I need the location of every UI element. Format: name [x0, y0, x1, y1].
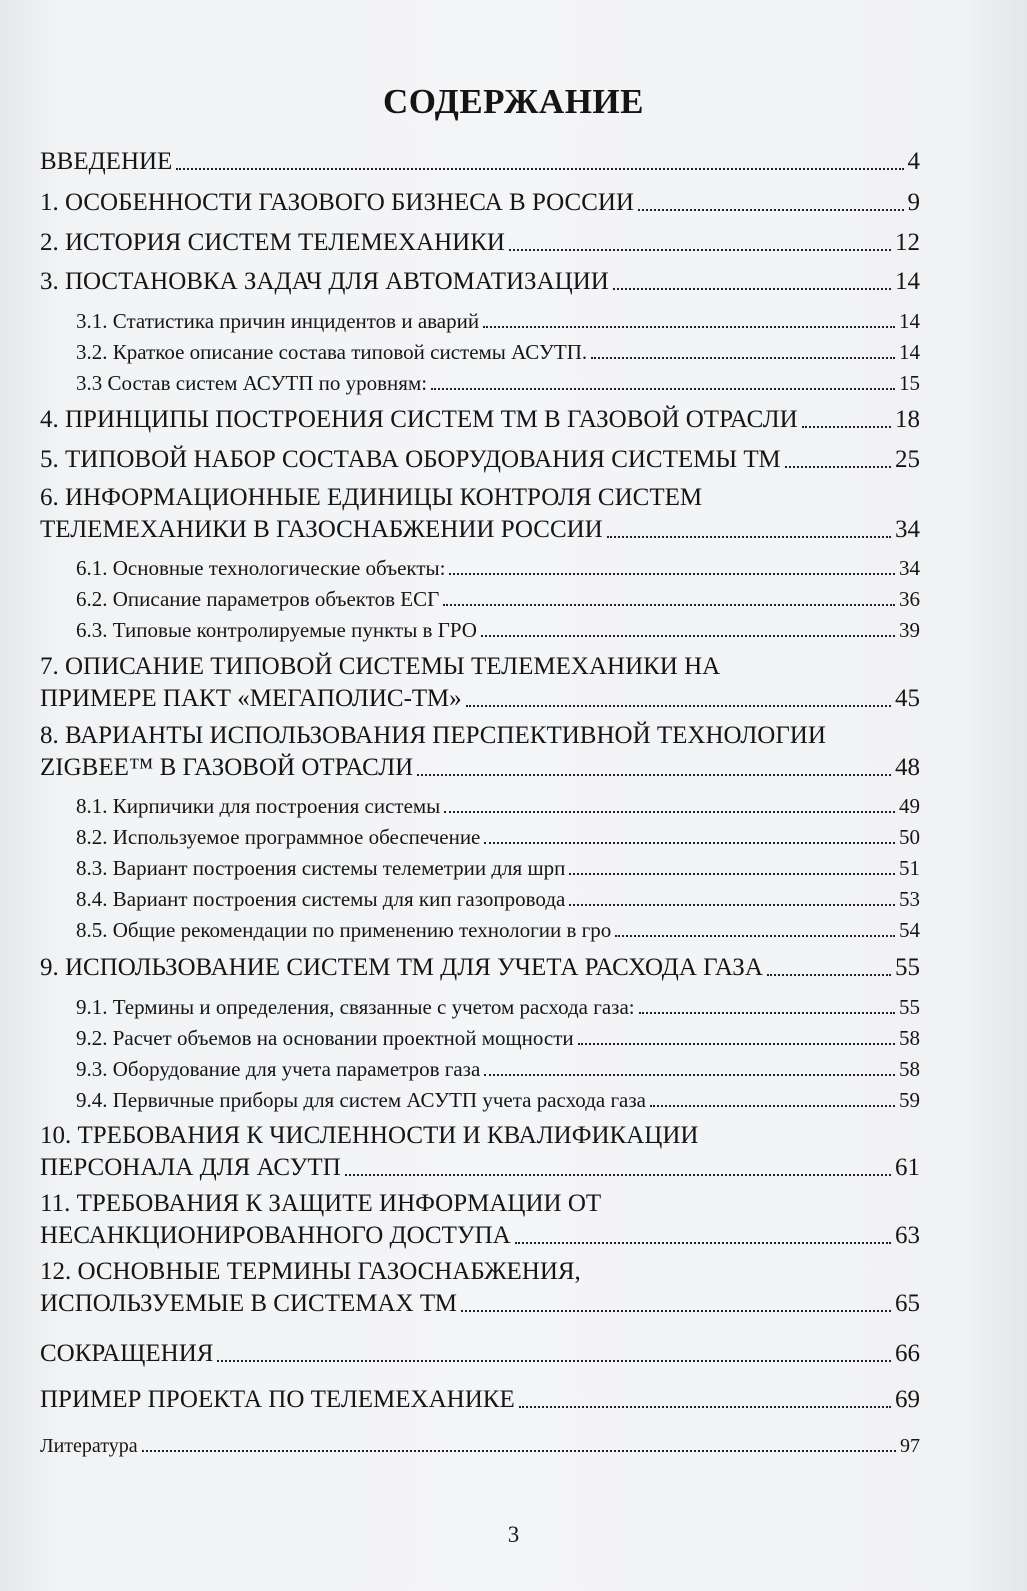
- toc-entry-section-6-3[interactable]: [40, 618, 920, 643]
- leader-dots: [650, 1105, 895, 1107]
- toc-entry-page: 58: [899, 1026, 920, 1050]
- toc-entry-page: 58: [899, 1057, 920, 1081]
- leader-dots: [785, 466, 891, 468]
- toc-entry-section-6-1[interactable]: [40, 556, 920, 581]
- toc-entry-page: 53: [899, 887, 920, 911]
- toc-entry-page: 15: [899, 371, 920, 395]
- toc-entry-title: 9. ИСПОЛЬЗОВАНИЕ СИСТЕМ ТМ ДЛЯ УЧЕТА РАСХОДА ГАЗА: [40, 954, 763, 981]
- toc-entry-page: 9: [907, 189, 920, 216]
- toc-entry-page: 66: [895, 1340, 920, 1367]
- toc-entry-title-line-1: 6. ИНФОРМАЦИОННЫЕ ЕДИНИЦЫ КОНТРОЛЯ СИСТЕМ: [40, 484, 703, 511]
- leader-dots: [569, 904, 895, 906]
- leader-dots: [443, 604, 895, 606]
- toc-entry-page: 4: [907, 148, 920, 175]
- leader-dots: [449, 573, 895, 575]
- toc-entry-title: НЕСАНКЦИОНИРОВАННОГО ДОСТУПА: [40, 1222, 511, 1249]
- toc-entry-title-line-1: 8. ВАРИАНТЫ ИСПОЛЬЗОВАНИЯ ПЕРСПЕКТИВНОЙ ТЕХНОЛОГИИ: [40, 722, 826, 749]
- toc-entry-page: 61: [895, 1154, 920, 1181]
- toc-entry-chapter-5[interactable]: [40, 446, 920, 474]
- toc-entry-section-9-3[interactable]: [40, 1057, 920, 1082]
- toc-entry-page: 69: [895, 1386, 920, 1413]
- leader-dots: [613, 288, 891, 290]
- toc-entry-section-8-4[interactable]: [40, 887, 920, 912]
- toc-entry-page: 39: [899, 618, 920, 642]
- page-number: 3: [507, 1522, 520, 1547]
- leader-dots: [431, 388, 895, 390]
- leader-dots: [519, 1406, 891, 1408]
- toc-entry-title: 4. ПРИНЦИПЫ ПОСТРОЕНИЯ СИСТЕМ ТМ В ГАЗОВОЙ ОТРАСЛИ: [40, 406, 798, 433]
- toc-entry-title: 3.3 Состав систем АСУТП по уровням:: [76, 371, 428, 395]
- toc-entry-page: 59: [899, 1088, 920, 1112]
- leader-dots: [461, 1310, 891, 1312]
- toc-entry-chapter-3[interactable]: [40, 268, 920, 296]
- leader-dots: [639, 1012, 895, 1014]
- leader-dots: [767, 974, 891, 976]
- leader-dots: [142, 1450, 896, 1452]
- toc-entry-chapter-9[interactable]: [40, 954, 920, 982]
- toc-entry-chapter-7[interactable]: [40, 653, 920, 713]
- toc-entry-chapter-11[interactable]: [40, 1190, 920, 1250]
- toc-entry-page: 14: [899, 309, 920, 333]
- toc-entry-page: 36: [899, 587, 920, 611]
- toc-entry-title: ПРИМЕРЕ ПАКТ «МЕГАПОЛИС-ТМ»: [40, 685, 462, 712]
- leader-dots: [444, 811, 895, 813]
- leader-dots: [345, 1174, 891, 1176]
- leader-dots: [484, 1074, 895, 1076]
- toc-entry-section-8-2[interactable]: [40, 825, 920, 850]
- toc-entry-title: Литература: [40, 1435, 138, 1457]
- toc-entry-page: 12: [895, 229, 920, 256]
- toc-entry-title: ПРИМЕР ПРОЕКТА ПО ТЕЛЕМЕХАНИКЕ: [40, 1386, 515, 1413]
- toc-entry-title: 8.1. Кирпичики для построения системы: [76, 794, 441, 818]
- toc-entry-page: 50: [899, 825, 920, 849]
- leader-dots: [569, 873, 895, 875]
- leader-dots: [615, 935, 895, 937]
- toc-entry-introduction[interactable]: [40, 148, 920, 176]
- toc-entry-title: ВВЕДЕНИЕ: [40, 148, 173, 175]
- toc-entry-page: 51: [899, 856, 920, 880]
- toc-entry-title: 3. ПОСТАНОВКА ЗАДАЧ ДЛЯ АВТОМАТИЗАЦИИ: [40, 268, 609, 295]
- toc-entry-title: 6.3. Типовые контролируемые пункты в ГРО: [76, 618, 477, 642]
- leader-dots: [607, 536, 891, 538]
- toc-entry-literature[interactable]: [40, 1435, 920, 1458]
- toc-entry-section-8-5[interactable]: [40, 918, 920, 943]
- toc-entry-title: 9.1. Термины и определения, связанные с учетом расхода газа:: [76, 995, 635, 1019]
- page-title: СОДЕРЖАНИЕ: [382, 82, 644, 121]
- toc-entry-page: 14: [895, 268, 920, 295]
- toc-entry-section-3-2[interactable]: [40, 340, 920, 365]
- toc-entry-page: 25: [895, 446, 920, 473]
- toc-entry-page: 45: [895, 685, 920, 712]
- toc-entry-section-3-3[interactable]: [40, 371, 920, 396]
- toc-entry-title: ZIGBEE™ В ГАЗОВОЙ ОТРАСЛИ: [40, 754, 414, 781]
- leader-dots: [591, 357, 895, 359]
- leader-dots: [481, 635, 895, 637]
- toc-entry-title: 8.2. Используемое программное обеспечение: [76, 825, 481, 849]
- toc-entry-title: ПЕРСОНАЛА ДЛЯ АСУТП: [40, 1154, 341, 1181]
- toc-entry-chapter-10[interactable]: [40, 1122, 920, 1182]
- toc-entry-page: 34: [895, 516, 920, 543]
- toc-entry-chapter-8[interactable]: [40, 722, 920, 782]
- toc-entry-title-line-1: 11. ТРЕБОВАНИЯ К ЗАЩИТЕ ИНФОРМАЦИИ ОТ: [40, 1190, 602, 1217]
- toc-entry-section-8-1[interactable]: [40, 794, 920, 819]
- toc-entry-page: 49: [899, 794, 920, 818]
- toc-entry-chapter-2[interactable]: [40, 229, 920, 257]
- toc-entry-page: 48: [895, 754, 920, 781]
- leader-dots: [578, 1043, 895, 1045]
- toc-entry-title: 1. ОСОБЕННОСТИ ГАЗОВОГО БИЗНЕСА В РОССИИ: [40, 189, 634, 216]
- leader-dots: [515, 1242, 891, 1244]
- toc-entry-title: ТЕЛЕМЕХАНИКИ В ГАЗОСНАБЖЕНИИ РОССИИ: [40, 516, 603, 543]
- toc-entry-title: 2. ИСТОРИЯ СИСТЕМ ТЕЛЕМЕХАНИКИ: [40, 229, 505, 256]
- toc-entry-page: 54: [899, 918, 920, 942]
- toc-entry-page: 63: [895, 1222, 920, 1249]
- toc-entry-title: 5. ТИПОВОЙ НАБОР СОСТАВА ОБОРУДОВАНИЯ СИСТЕМЫ ТМ: [40, 446, 781, 473]
- toc-entry-title: 9.3. Оборудование для учета параметров газа: [76, 1057, 481, 1081]
- toc-entry-title: 8.5. Общие рекомендации по применению технологии в гро: [76, 918, 612, 942]
- leader-dots: [176, 168, 903, 170]
- toc-entry-title: ИСПОЛЬЗУЕМЫЕ В СИСТЕМАХ ТМ: [40, 1290, 458, 1317]
- toc-entry-title: 8.4. Вариант построения системы для кип газопровода: [76, 887, 566, 911]
- toc-entry-page: 97: [900, 1435, 920, 1457]
- toc-entry-title-line-1: 10. ТРЕБОВАНИЯ К ЧИСЛЕННОСТИ И КВАЛИФИКАЦИИ: [40, 1122, 699, 1149]
- leader-dots: [417, 774, 891, 776]
- leader-dots: [217, 1360, 891, 1362]
- toc-entry-page: 65: [895, 1290, 920, 1317]
- toc-entry-title: СОКРАЩЕНИЯ: [40, 1340, 214, 1367]
- toc-entry-title: 8.3. Вариант построения системы телеметрии для шрп: [76, 856, 566, 880]
- toc-entry-section-3-1[interactable]: [40, 309, 920, 334]
- toc-entry-title-line-1: 7. ОПИСАНИЕ ТИПОВОЙ СИСТЕМЫ ТЕЛЕМЕХАНИКИ НА: [40, 653, 721, 680]
- toc-entry-section-9-2[interactable]: [40, 1026, 920, 1051]
- toc-entry-section-9-4[interactable]: [40, 1088, 920, 1113]
- toc-entry-chapter-1[interactable]: [40, 189, 920, 217]
- toc-entry-chapter-12[interactable]: [40, 1258, 920, 1318]
- leader-dots: [466, 705, 891, 707]
- toc-entry-project-example[interactable]: [40, 1386, 920, 1414]
- toc-entry-page: 18: [895, 406, 920, 433]
- leader-dots: [483, 326, 895, 328]
- toc-entry-title: 3.1. Статистика причин инцидентов и аварий: [76, 309, 480, 333]
- leader-dots: [484, 842, 895, 844]
- leader-dots: [509, 249, 891, 251]
- toc-entry-page: 14: [899, 340, 920, 364]
- toc-entry-title-line-1: 12. ОСНОВНЫЕ ТЕРМИНЫ ГАЗОСНАБЖЕНИЯ,: [40, 1258, 581, 1285]
- toc-entry-page: 55: [899, 995, 920, 1019]
- toc-entry-section-8-3[interactable]: [40, 856, 920, 881]
- toc-entry-chapter-6[interactable]: [40, 484, 920, 544]
- toc-entry-page: 34: [899, 556, 920, 580]
- toc-entry-section-9-1[interactable]: [40, 995, 920, 1020]
- leader-dots: [638, 209, 904, 211]
- toc-entry-title: 9.4. Первичные приборы для систем АСУТП учета расхода газа: [76, 1088, 646, 1112]
- toc-entry-section-6-2[interactable]: [40, 587, 920, 612]
- toc-entry-title: 9.2. Расчет объемов на основании проектной мощности: [76, 1026, 574, 1050]
- toc-entry-page: 55: [895, 954, 920, 981]
- toc-entry-chapter-4[interactable]: [40, 406, 920, 434]
- toc-entry-abbreviations[interactable]: [40, 1340, 920, 1368]
- toc-entry-title: 6.2. Описание параметров объектов ЕСГ: [76, 587, 440, 611]
- toc-entry-title: 3.2. Краткое описание состава типовой системы АСУТП.: [76, 340, 588, 364]
- leader-dots: [802, 426, 891, 428]
- toc-entry-title: 6.1. Основные технологические объекты:: [76, 556, 446, 580]
